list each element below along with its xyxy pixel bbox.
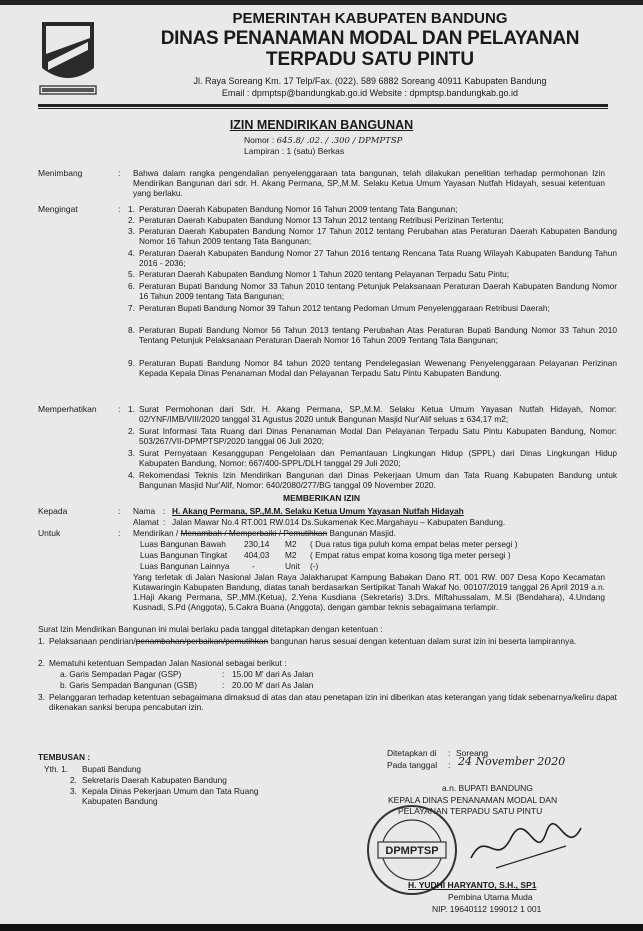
purpose-line: Mendirikan / Menambah / Memperbaiki / Pemutihkan Bangunan Masjid. — [133, 528, 396, 538]
header-line2: DINAS PENANAMAN MODAL DAN PELAYANAN — [160, 28, 580, 49]
luas-unit: M2 — [285, 550, 297, 560]
luas-note: (-) — [310, 561, 319, 571]
letterhead — [110, 10, 630, 99]
tembusan-num: 2. — [70, 775, 77, 785]
ditetapkan-label: Ditetapkan di — [387, 748, 437, 758]
scan-edge-top — [0, 0, 643, 5]
kabupaten-logo-icon — [38, 18, 98, 98]
mengingat-item: 5. Peraturan Daerah Kabupaten Bandung Nomor 1 Tahun 2020 tentang Pelayanan Terpadu Satu Pintu; — [128, 269, 510, 279]
luas-value: 404,03 — [244, 550, 270, 560]
tembusan-yth: Yth. 1. — [44, 764, 68, 774]
ditetapkan-value: Soreang — [456, 748, 489, 758]
mengingat-item: 9. Peraturan Bupati Bandung Nomor 84 tahun 2020 tentang Pendelegasian Wewenang Penyelenggaraan Pelayanan Perizinan Kepada Kepala Dinas Penanaman Modal dan Pelayanan Terpadu Satu Pintu Kabupaten Bandung. — [128, 358, 617, 379]
colon: : — [222, 680, 225, 690]
lokasi-text: Yang terletak di Jalan Nasional Jalan Raya Jalakharupat Kampung Babakan Dano RT. 001 RW. 007 Desa Kopo Kecamatan Kutawaringin Kabupaten Bandung, diatas tanah berdasarkan Sertipikat Tanah Wakaf No. 00107/2019 tanggal 26 April 2019 a.n. 1.Haji Akang Permana, SP.,MM.(Ketua), 2.Yena Kusdiana (Sekretaris) 3.Drs. Miftahussalam, M.Si (Bendahara), 4.Undang Kusnadi, S.Pd (Anggota), 5.Cakra Buana (Anggota), dengan gambar teknis sebagaimana terlampir. — [133, 572, 605, 613]
tembusan-item: Kepala Dinas Pekerjaan Umum dan Tata Ruang Kabupaten Bandung — [82, 786, 259, 807]
label-kepada: Kepada — [38, 506, 68, 516]
ketentuan-item: 1. Pelaksanaan pendirian/penambahan/perbaikan/pemutihkan bangunan harus sesuai dengan ketentuan dalam surat izin ini beserta lampirannya. — [38, 636, 577, 646]
colon: : — [118, 404, 121, 414]
nomor-label: Nomor : — [244, 135, 275, 145]
memperhatikan-item: 2. Surat Informasi Tata Ruang dari Dinas Penanaman Modal Dan Pelayanan Terpadu Satu Pintu Kabupaten Bandung, Nomor: 503/267/VII-DPMPTSP/2020 tanggal 06 Juli 2020; — [128, 426, 617, 447]
tembusan-item: Sekretaris Daerah Kabupaten Bandung — [82, 775, 227, 785]
memperhatikan-item: 3. Surat Pernyataan Kesanggupan Pengelolaan dan Pemantauan Lingkungan Hidup (SPPL) dari Dinas Lingkungan Hidup Kabupaten Bandung, Nomor: 667/400-SPPL/DLH tanggal 29 Juli 2020; — [128, 448, 617, 469]
luas-label: Luas Bangunan Tingkat — [140, 550, 228, 560]
header-contact: Email : dpmptsp@bandungkab.go.id Website : dpmptsp.bandungkab.go.id — [221, 88, 519, 98]
alamat-value: Jalan Mawar No.4 RT.001 RW.014 Ds.Sukamenak Kec.Margahayu – Kabupaten Bandung. — [172, 517, 506, 527]
colon: : — [448, 748, 451, 758]
colon: : — [163, 506, 166, 516]
lampiran-line: Lampiran : 1 (satu) Berkas — [244, 146, 345, 156]
tembusan-title: TEMBUSAN : — [38, 752, 91, 762]
luas-note: ( Empat ratus empat koma kosong tiga meter persegi ) — [310, 550, 511, 560]
label-memperhatikan: Memperhatikan — [38, 404, 97, 414]
colon: : — [118, 204, 121, 214]
luas-value: 230,14 — [244, 539, 270, 549]
mengingat-item: 3. Peraturan Daerah Kabupaten Bandung Nomor 17 Tahun 2012 tentang Perubahan atas Peraturan Daerah Kabupaten Bandung Nomor 16 Tahun 2009 tentang Tata Bangunan; — [128, 226, 617, 247]
tembusan-item: Bupati Bandung — [82, 764, 142, 774]
signature-scribble-icon — [466, 818, 586, 878]
alamat-label: Alamat — [133, 517, 159, 527]
ketentuan-item: 2. Mematuhi ketentuan Sempadan Jalan Nasional sebagai berikut : — [38, 658, 287, 668]
luas-label: Luas Bangunan Bawah — [140, 539, 226, 549]
signer-rank: Pembina Utama Muda — [448, 892, 533, 902]
mengingat-item: 1. Peraturan Daerah Kabupaten Bandung Nomor 16 Tahun 2009 tentang Tata Bangunan; — [128, 204, 458, 214]
jabatan-line1: KEPALA DINAS PENANAMAN MODAL DAN — [388, 795, 558, 805]
gsb-label: b. Garis Sempadan Bangunan (GSB) — [60, 680, 197, 690]
label-mengingat: Mengingat — [38, 204, 78, 214]
jabatan-line2: PELAYANAN TERPADU SATU PINTU — [398, 806, 543, 816]
memperhatikan-item: 4. Rekomendasi Teknis Izin Mendirikan Bangunan dari Dinas Pekerjaan Umum dan Tata Ruang Kabupaten Bandung untuk Bangunan Masjid Nur'Alif, Nomor: 640/2080/277/BG tanggal 09 November 2020. — [128, 470, 617, 491]
gsp-label: a. Garis Sempadan Pagar (GSP) — [60, 669, 182, 679]
document-title: IZIN MENDIRIKAN BANGUNAN — [229, 118, 414, 132]
colon: : — [448, 760, 451, 770]
mengingat-item: 2. Peraturan Daerah Kabupaten Bandung Nomor 13 Tahun 2012 tentang Retribusi Perizinan Tertentu; — [128, 215, 504, 225]
ketentuan-intro: Surat Izin Mendirikan Bangunan ini mulai berlaku pada tanggal ditetapkan dengan ketentuan : — [38, 624, 383, 634]
header-line3: TERPADU SATU PINTU — [265, 49, 475, 70]
mengingat-item: 8. Peraturan Bupati Bandung Nomor 56 Tahun 2013 tentang Perubahan Atas Peraturan Bupati Bandung Nomor 33 Tahun 2010 Tentang Petunjuk Pelaksanaan Peraturan Daerah Nomor 16 Tahun 2009 Tentang Tata Bangunan; — [128, 325, 617, 346]
luas-unit: M2 — [285, 539, 297, 549]
colon: : — [118, 506, 121, 516]
label-menimbang: Menimbang — [38, 168, 83, 178]
luas-note: ( Dua ratus tiga puluh koma empat belas meter persegi ) — [310, 539, 518, 549]
nama-label: Nama — [133, 506, 156, 516]
luas-label: Luas Bangunan Lainnya — [140, 561, 230, 571]
an-bupati: a.n. BUPATI BANDUNG — [442, 783, 533, 793]
header-rule-thick — [38, 104, 608, 107]
luas-value: - — [252, 561, 255, 571]
header-line1: PEMERINTAH KABUPATEN BANDUNG — [232, 10, 508, 27]
luas-unit: Unit — [285, 561, 300, 571]
ketentuan-item: 3. Pelanggaran terhadap ketentuan sebagaimana dimaksud di atas dan atau penetapan izin ini diberikan atas keterangan yang tidak sebenarnya/keliru dapat dikenakan sanksi berupa pencabutan izin. — [38, 692, 617, 713]
colon: : — [163, 517, 166, 527]
colon: : — [118, 528, 121, 538]
mengingat-item: 6. Peraturan Bupati Bandung Nomor 33 Tahun 2010 tentang Petunjuk Pelaksanaan Peraturan Daerah Kabupaten Bandung Nomor 16 Tahun 2009 tentang Tata Bangunan; — [128, 281, 617, 302]
menimbang-text: Bahwa dalam rangka pengendalian penyelenggaraan tata bangunan, telah dilakukan penelitian terhadap permohonan Izin Mendirikan Bangunan dari sdr. H. Akang Permana, SP.,M.M. Selaku Ketua Umum Yayasan Nutfah Hidayah, sesuai ketentuan yang berlaku. — [133, 168, 605, 199]
header-rule-thin — [38, 108, 608, 109]
colon: : — [118, 168, 121, 178]
mengingat-item: 7. Peraturan Bupati Bandung Nomor 39 Tahun 2012 tentang Pedoman Umum Penyelenggaraan Retribusi Daerah; — [128, 303, 550, 313]
stamp-text: DPMPTSP — [385, 845, 439, 857]
tanggal-value: 24 November 2020 — [458, 755, 566, 768]
header-address: Jl. Raya Soreang Km. 17 Telp/Fax. (022). 589 6882 Soreang 40911 Kabupaten Bandung — [193, 76, 547, 86]
gsb-value: 20.00 M' dari As Jalan — [232, 680, 314, 690]
nomor-line — [244, 135, 402, 146]
mengingat-item: 4. Peraturan Daerah Kabupaten Bandung Nomor 27 Tahun 2016 tentang Rencana Tata Ruang Wilayah Kabupaten Bandung Tahun 2016 - 2036; — [128, 248, 617, 269]
nama-value: H. Akang Permana, SP.,M.M. Selaku Ketua Umum Yayasan Nutfah Hidayah — [172, 506, 464, 516]
memberikan-izin-heading: MEMBERIKAN IZIN — [283, 493, 360, 503]
gsp-value: 15.00 M' dari As Jalan — [232, 669, 314, 679]
tembusan-num: 3. — [70, 786, 77, 796]
nomor-value: 645.8/ .02. / .300 / DPMPTSP — [276, 136, 403, 146]
tanggal-label: Pada tanggal — [387, 760, 438, 770]
signer-nip: NIP. 19640112 199012 1 001 — [432, 904, 542, 914]
signer-name: H. YUDHI HARYANTO, S.H., SP1 — [408, 880, 537, 890]
colon: : — [222, 669, 225, 679]
scan-edge-bottom — [0, 924, 643, 931]
label-untuk: Untuk — [38, 528, 61, 538]
memperhatikan-item: 1. Surat Permohonan dari Sdr. H. Akang Permana, SP.,M.M. Selaku Ketua Umum Yayasan Nutfah Hidayah, Nomor: 02/YNF/IMB/VIII/2020 tanggal 31 Agustus 2020 untuk Bangunan Masjid Nur'Alif seluas ± 634,17 m2; — [128, 404, 617, 425]
